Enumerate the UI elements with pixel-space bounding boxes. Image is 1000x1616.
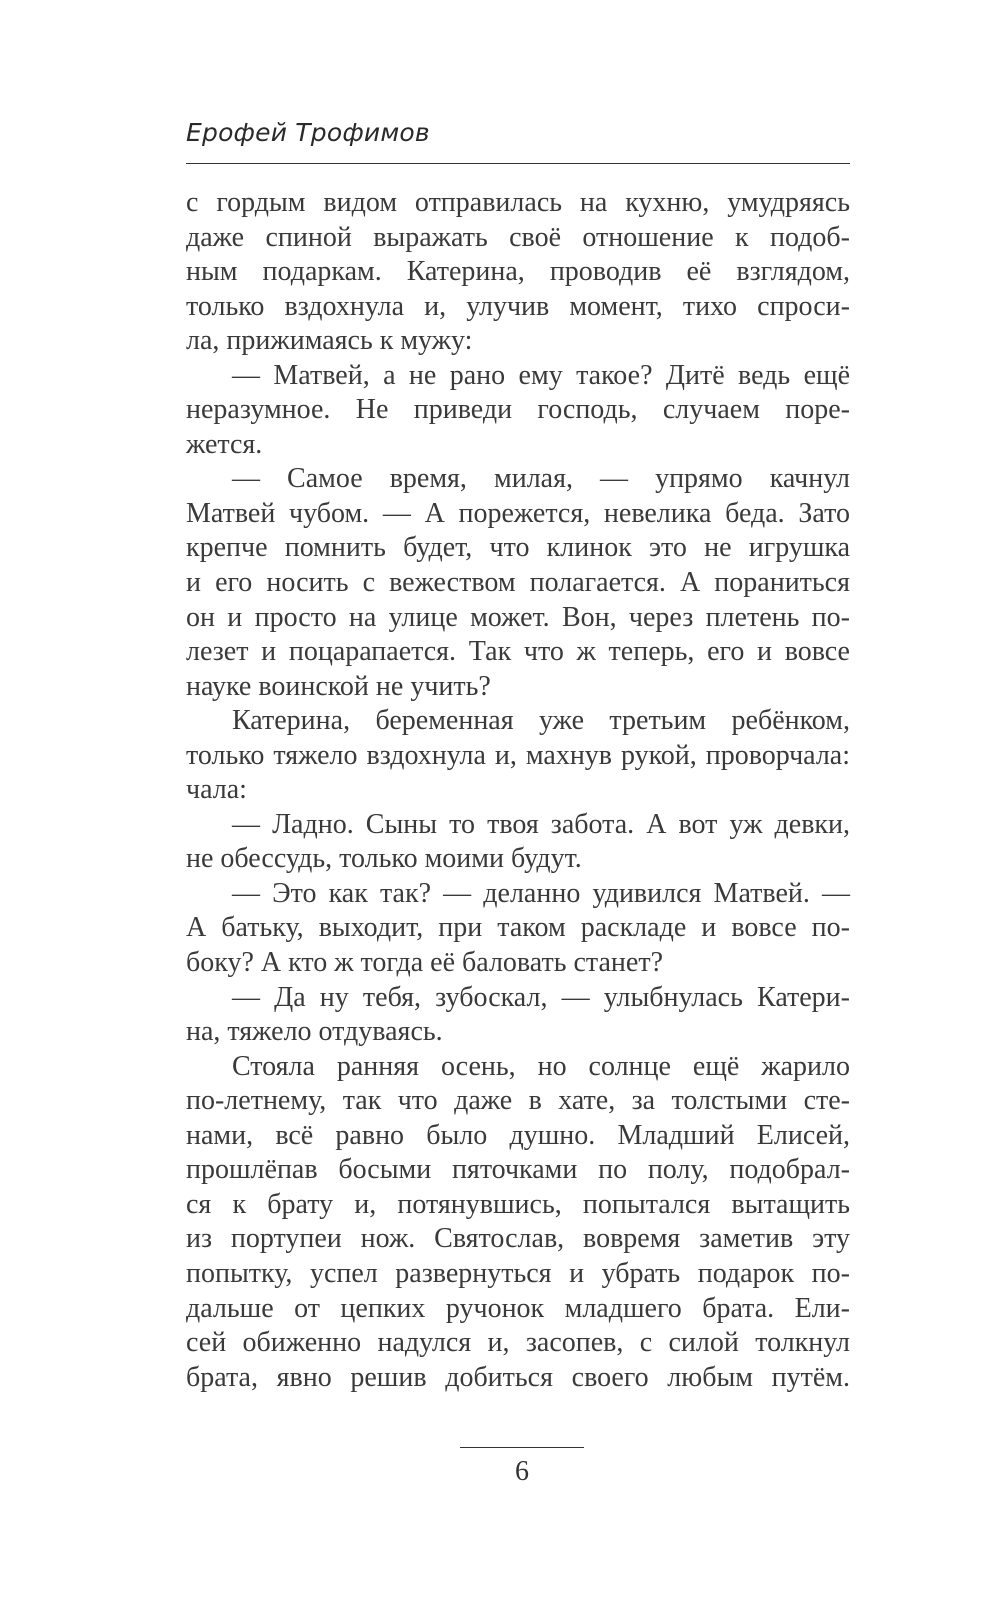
text-line: жется. [186,428,263,460]
text-line: ся к брату и, потянувшись, попытался вытащить [186,1188,850,1220]
text-line: сей обиженно надулся и, засопев, с силой толкнул [186,1327,850,1359]
running-head-author: Ерофей Трофимов [186,118,430,147]
text-line: на, тяжело отдуваясь. [186,1016,443,1048]
text-line: боку? А кто ж тогда её баловать станет? [186,947,663,979]
text-line: А батьку, выходит, при таком раскладе и вовсе по- [186,912,850,944]
text-line: только вздохнула и, улучив момент, тихо спроси- [186,290,850,322]
text-line: лезет и поцарапается. Так что ж теперь, его и вовсе [186,636,850,668]
body-text [186,186,850,1395]
text-line: только тяжело вздохнула и, махнув рукой, проворчала: [186,739,850,771]
text-line: науке воинской не учить? [186,670,491,702]
text-line: нами, всё равно было душно. Младший Елисей, [186,1119,850,1151]
text-line: чала: [186,774,247,806]
text-line: из портупеи нож. Святослав, вовремя заметив эту [186,1223,850,1255]
text-line: неразумное. Не приведи господь, случаем поре- [186,394,850,426]
text-line: ным подаркам. Катерина, проводив её взглядом, [186,256,850,288]
text-line: по-летнему, так что даже в хате, за толстыми сте- [186,1085,850,1117]
page-number: 6 [515,1456,529,1487]
header-divider [186,163,850,164]
text-line: — Матвей, а не рано ему такое? Дитё ведь ещё [232,359,850,391]
text-line: даже спиной выражать своё отношение к подоб- [186,221,850,253]
footer-divider [460,1447,584,1448]
text-line: Катерина, беременная уже третьим ребёнком, [232,705,850,737]
text-line: Матвей чубом. — А порежется, невелика беда. Зато [186,497,850,529]
text-line: дальше от цепких ручонок младшего брата. Ели- [186,1292,850,1324]
text-line: брата, явно решив добиться своего любым путём. [186,1361,850,1393]
text-line: прошлёпав босыми пяточками по полу, подобрал- [186,1154,850,1186]
text-line: крепче помнить будет, что клинок это не игрушка [186,532,850,564]
text-line: не обессудь, только моими будут. [186,843,582,875]
text-line: и его носить с вежеством полагается. А пораниться [186,567,850,599]
text-line: с гордым видом отправилась на кухню, умудряясь [186,187,850,218]
text-line: ла, прижимаясь к мужу: [186,325,473,357]
text-line: — Самое время, милая, — упрямо качнул [232,463,850,495]
text-line: Стояла ранняя осень, но солнце ещё жарило [232,1050,850,1082]
text-line: попытку, успел развернуться и убрать подарок по- [186,1257,850,1289]
text-line: он и просто на улице может. Вон, через плетень по- [186,601,850,633]
text-line: — Это как так? — деланно удивился Матвей. — [232,877,850,909]
text-line: — Да ну тебя, зубоскал, — улыбнулась Катери- [232,981,850,1013]
text-line: — Ладно. Сыны то твоя забота. А вот уж девки, [232,808,850,840]
